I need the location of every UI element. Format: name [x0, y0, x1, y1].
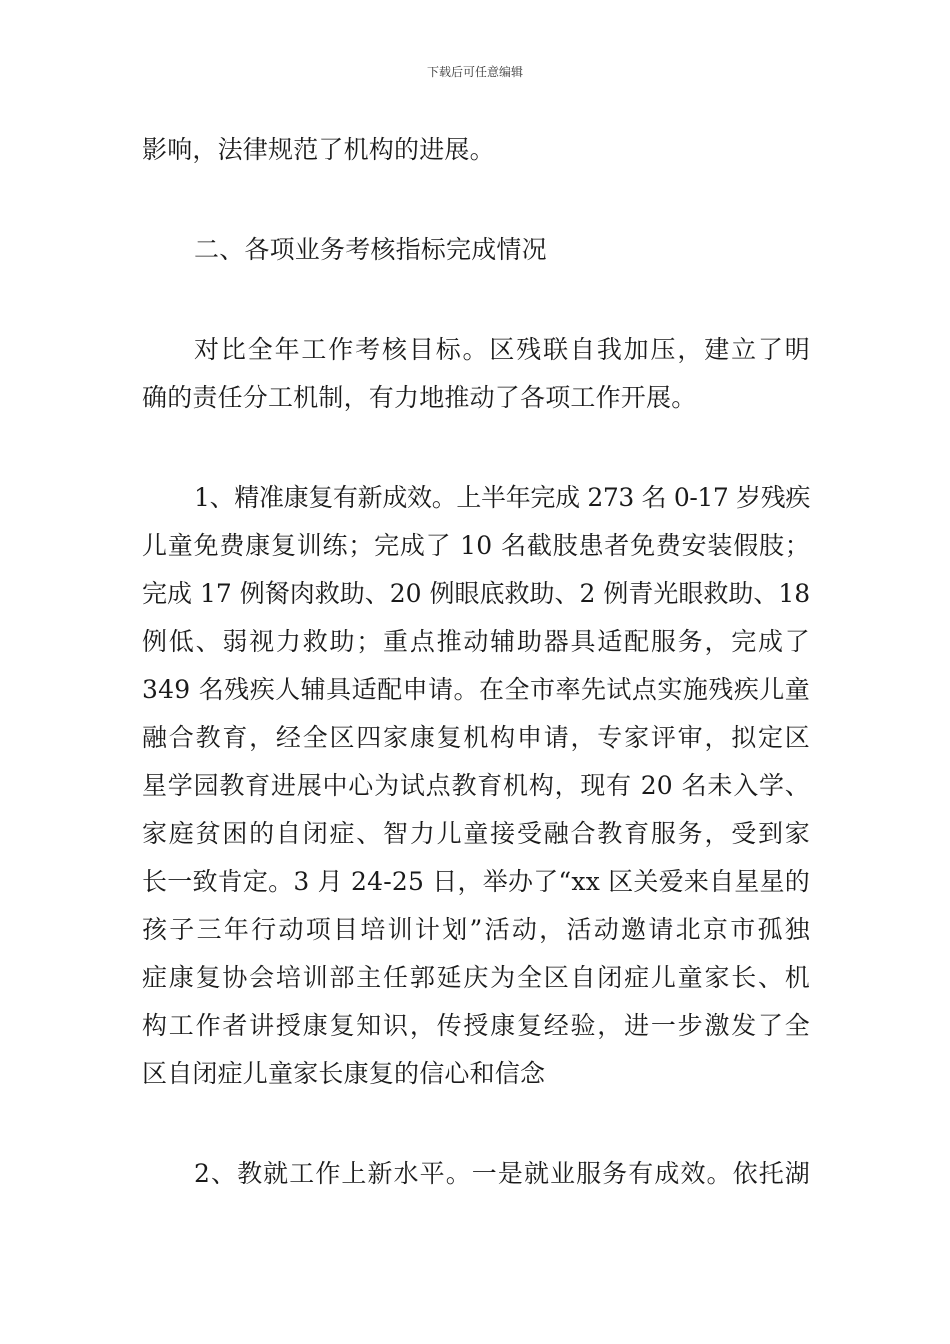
paragraph-line: 家庭贫困的自闭症、智力儿童接受融合教育服务，受到家	[142, 819, 810, 848]
paragraph-line: 例低、弱视力救助；重点推动辅助器具适配服务，完成了	[142, 627, 810, 656]
paragraph-line: 对比全年工作考核目标。区残联自我加压，建立了明	[194, 335, 810, 364]
paragraph-line: 构工作者讲授康复知识，传授康复经验，进一步激发了全	[142, 1011, 810, 1040]
paragraph-line: 349 名残疾人辅具适配申请。在全市率先试点实施残疾儿童	[142, 675, 810, 704]
paragraph-line: 长一致肯定。3 月 24-25 日，举办了“xx 区关爱来自星星的	[142, 867, 810, 896]
paragraph-line: 2、教就工作上新水平。一是就业服务有成效。依托湖	[194, 1159, 810, 1188]
paragraph-line: 区自闭症儿童家长康复的信心和信念	[142, 1059, 546, 1088]
paragraph-line: 影响，法律规范了机构的进展。	[142, 135, 495, 164]
paragraph-line: 儿童免费康复训练；完成了 10 名截肢患者免费安装假肢；	[142, 531, 810, 560]
paragraph-line: 1、精准康复有新成效。上半年完成 273 名 0-17 岁残疾	[194, 483, 810, 512]
page-header: 下载后可任意编辑	[426, 65, 523, 79]
paragraph-line: 确的责任分工机制，有力地推动了各项工作开展。	[142, 383, 697, 412]
paragraph-line: 星学园教育进展中心为试点教育机构，现有 20 名未入学、	[142, 771, 810, 800]
paragraph-line: 融合教育，经全区四家康复机构申请，专家评审，拟定区	[142, 723, 810, 752]
paragraph-line: 症康复协会培训部主任郭延庆为全区自闭症儿童家长、机	[142, 963, 810, 992]
paragraph-line: 孩子三年行动项目培训计划”活动，活动邀请北京市孤独	[142, 915, 810, 944]
paragraph-line: 完成 17 例胬肉救助、20 例眼底救助、2 例青光眼救助、18	[142, 579, 811, 608]
section-heading: 二、各项业务考核指标完成情况	[194, 235, 547, 264]
